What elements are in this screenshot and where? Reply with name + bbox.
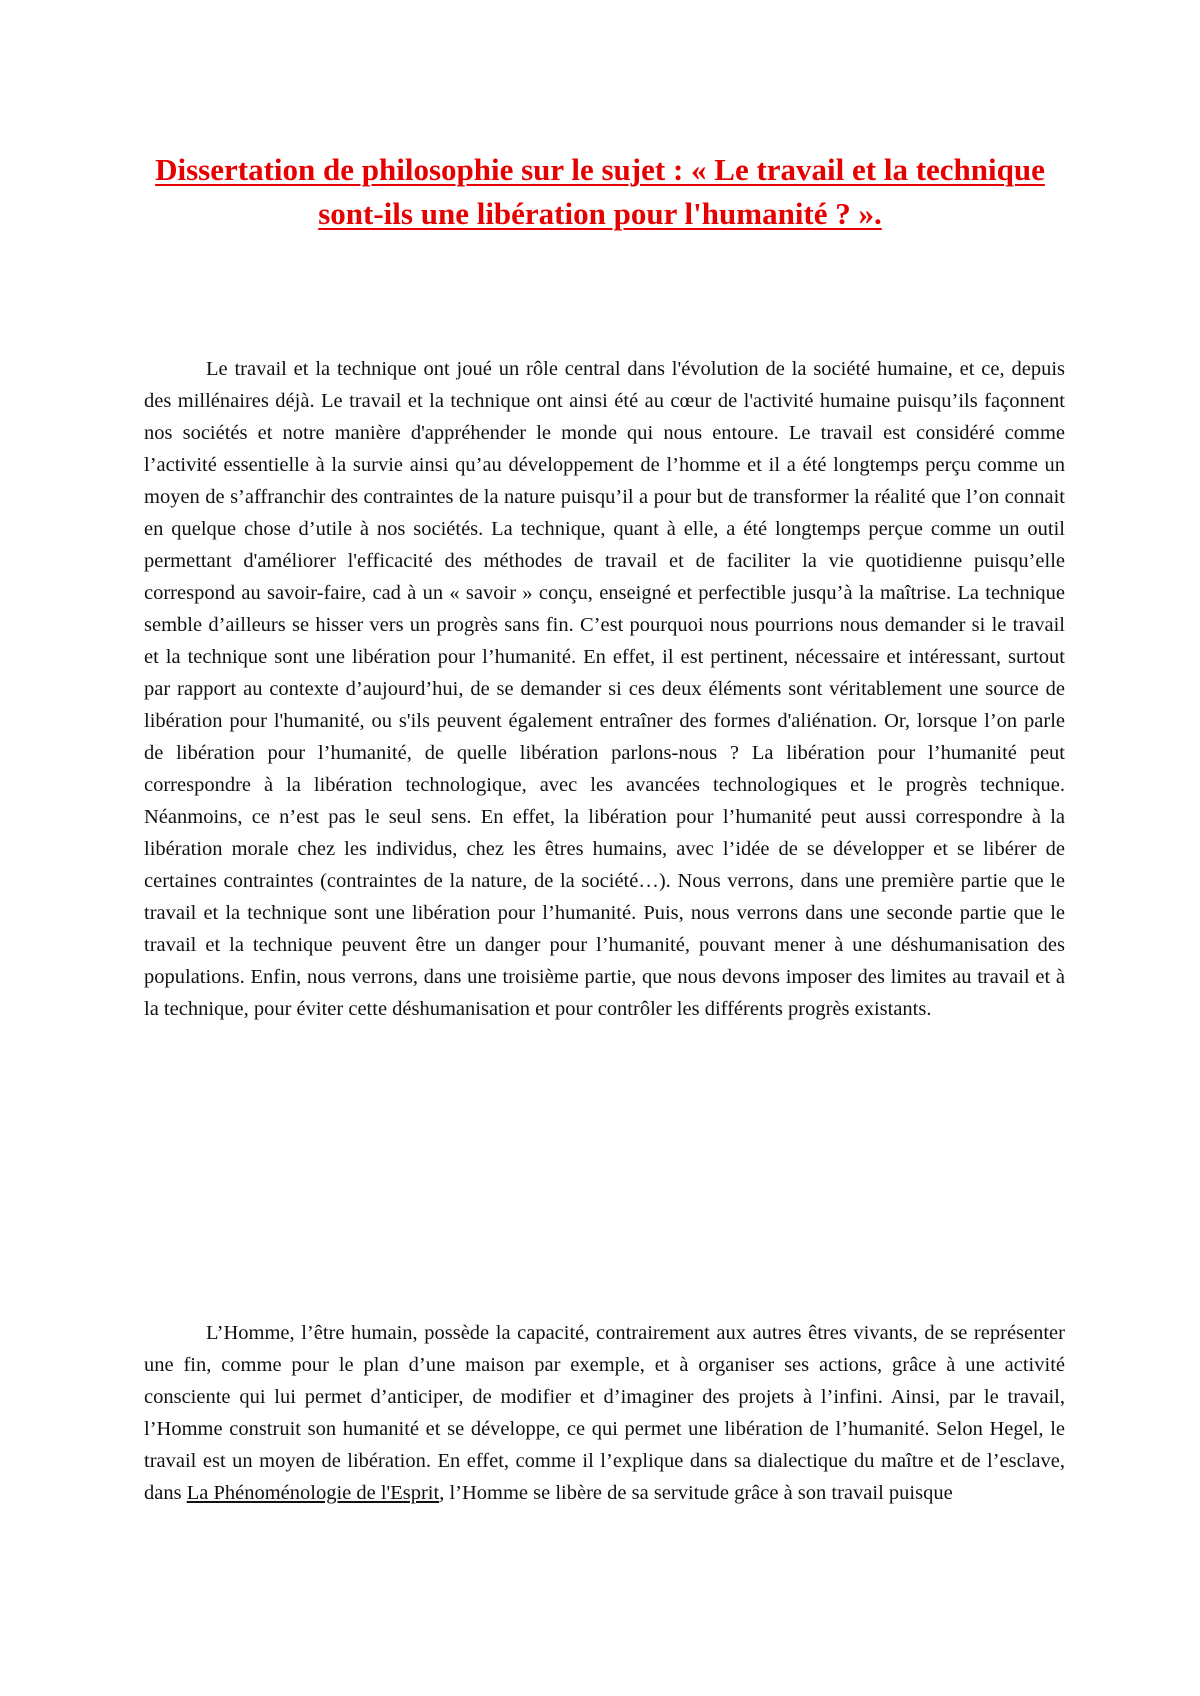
second-paragraph (144, 1317, 1065, 1509)
introduction-paragraph: Le travail et la technique ont joué un rôle central dans l'évolution de la société humaine, et ce, depuis des millénaires déjà. Le travail et la technique ont ainsi été au cœur de l'activité humaine puisqu’ils façonnent nos sociétés et notre manière d'appréhender le monde qui nous entoure. Le travail est considéré comme l’activité essentielle à la survie ainsi qu’au développement de l’homme et il a été longtemps perçu comme un moyen de s’affranchir des contraintes de la nature puisqu’il a pour but de transformer la réalité que l’on connait en quelque chose d’utile à nos sociétés. La technique, quant à elle, a été longtemps perçue comme un outil permettant d'améliorer l'efficacité des méthodes de travail et de faciliter la vie quotidienne puisqu’elle correspond au savoir-faire, cad à un « savoir » conçu, enseigné et perfectible jusqu’à la maîtrise. La technique semble d’ailleurs se hisser vers un progrès sans fin. C’est pourquoi nous pourrions nous demander si le travail et la technique sont une libération pour l’humanité. En effet, il est pertinent, nécessaire et intéressant, surtout par rapport au contexte d’aujourd’hui, de se demander si ces deux éléments sont véritablement une source de libération pour l'humanité, ou s'ils peuvent également entraîner des formes d'aliénation. Or, lorsque l’on parle de libération pour l’humanité, de quelle libération parlons-nous ? La libération pour l’humanité peut correspondre à la libération technologique, avec les avancées technologiques et le progrès technique. Néanmoins, ce n’est pas le seul sens. En effet, la libération pour l’humanité peut aussi correspondre à la libération morale chez les individus, chez les êtres humains, avec l’idée de se développer et se libérer de certaines contraintes (contraintes de la nature, de la société…). Nous verrons, dans une première partie que le travail et la technique sont une libération pour l’humanité. Puis, nous verrons dans une seconde partie que le travail et la technique peuvent être un danger pour l’humanité, pouvant mener à une déshumanisation des populations. Enfin, nous verrons, dans une troisième partie, que nous devons imposer des limites au travail et à la technique, pour éviter cette déshumanisation et pour contrôler les différents progrès existants. (144, 358, 1065, 1020)
second-paragraph-text-after: , l’Homme se libère de sa servitude grâce à son travail puisque (439, 1482, 953, 1504)
document-title: Dissertation de philosophie sur le sujet : « Le travail et la technique sont-ils une libération pour l'humanité ? ». (155, 152, 1045, 231)
book-title-reference: La Phénoménologie de l'Esprit (186, 1482, 440, 1504)
second-paragraph-text-before: L’Homme, l’être humain, possède la capacité, contrairement aux autres êtres vivants, de se représenter une fin, comme pour le plan d’une maison par exemple, et à organiser ses actions, grâce à une activité consciente qui lui permet d’anticiper, de modifier et d’imaginer des projets à l’infini. Ainsi, par le travail, l’Homme construit son humanité et se développe, ce qui permet une libération de l’humanité. Selon Hegel, le travail est un moyen de libération. En effet, comme il l’explique dans sa dialectique du maître et de l’esclave, dans (144, 1322, 1065, 1504)
